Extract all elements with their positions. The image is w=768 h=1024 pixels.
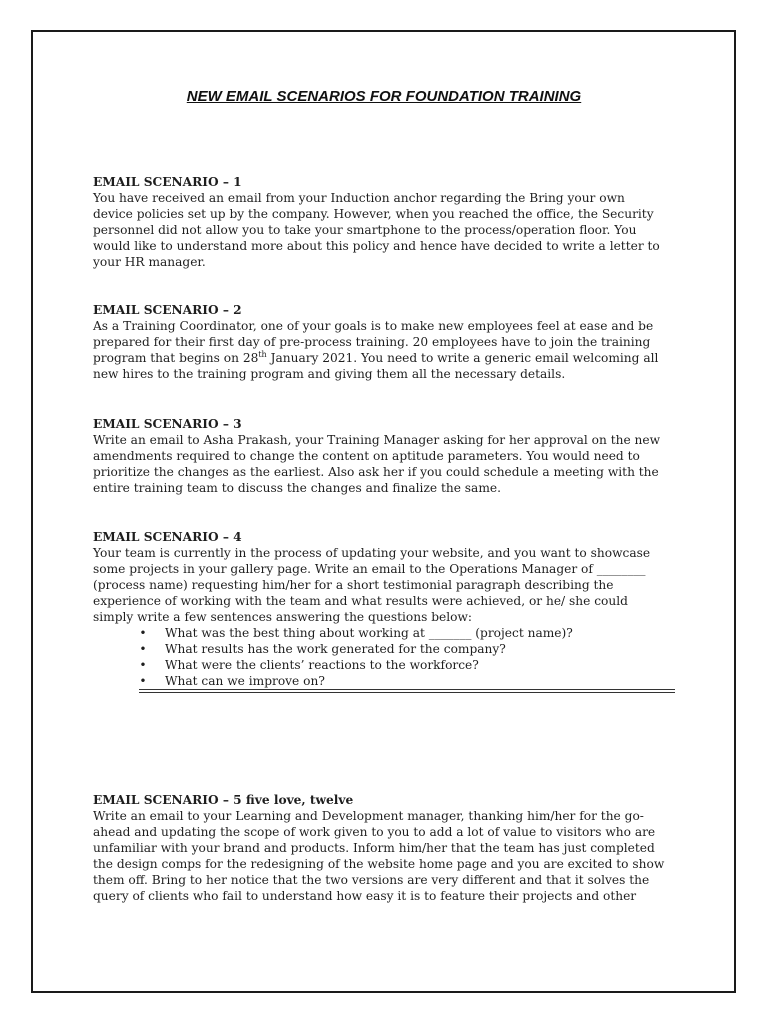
scenario-heading: EMAIL SCENARIO – 1 (93, 175, 242, 189)
scenario-text-line: them off. Bring to her notice that the two versions are very different and that it solves the (93, 873, 650, 887)
scenario-text-line: (process name) requesting him/her for a short testimonial paragraph describing the (93, 578, 614, 592)
scenario-text-line: some projects in your gallery page. Write an email to the Operations Manager of ________ (93, 562, 646, 576)
scenario-text-line: the design comps for the redesigning of the website home page and you are excited to show (93, 857, 665, 871)
list-item (93, 641, 683, 657)
question-text: What was the best thing about working at _______ (project name)? (165, 626, 573, 640)
bullet-icon: • (139, 658, 147, 672)
email-scenario-1 (93, 174, 683, 270)
bullet-icon: • (139, 674, 147, 688)
scenario-text-line: amendments required to change the content on aptitude parameters. You would need to (93, 449, 640, 463)
document-title: NEW EMAIL SCENARIOS FOR FOUNDATION TRAINING (186, 88, 582, 105)
question-text: What were the clients’ reactions to the workforce? (165, 658, 479, 672)
scenario-text-line: Your team is currently in the process of updating your website, and you want to showcase (93, 546, 651, 560)
scenario-heading: EMAIL SCENARIO – 5 five love, twelve (93, 793, 354, 807)
question-list (93, 625, 683, 689)
scenario-text-line: Write an email to Asha Prakash, your Training Manager asking for her approval on the new (93, 433, 661, 447)
scenario-text-line: new hires to the training program and giving them all the necessary details. (93, 367, 566, 381)
scenario-text-line (93, 350, 683, 366)
scenario-text-line: entire training team to discuss the changes and finalize the same. (93, 481, 501, 495)
list-item (93, 657, 683, 673)
question-text: What can we improve on? (165, 674, 325, 688)
email-scenario-5 (93, 792, 683, 904)
list-item (93, 625, 683, 641)
scenario-text-line: your HR manager. (93, 255, 206, 269)
scenario-heading: EMAIL SCENARIO – 2 (93, 303, 242, 317)
scenario-text-line: As a Training Coordinator, one of your goals is to make new employees feel at ease and be (93, 319, 654, 333)
scenario-text-line: would like to understand more about this policy and hence have decided to write a letter to (93, 239, 660, 253)
scenario-text-line: prepared for their first day of pre-process training. 20 employees have to join the training (93, 335, 651, 349)
scenario-text-line: experience of working with the team and what results were achieved, or he/ she could (93, 594, 628, 608)
bullet-icon: • (139, 642, 147, 656)
scenario-text-line: personnel did not allow you to take your smartphone to the process/operation floor. You (93, 223, 637, 237)
scenario-heading: EMAIL SCENARIO – 4 (93, 530, 242, 544)
text-fragment: program that begins on 28 (93, 351, 259, 365)
scenario-text-line: device policies set up by the company. However, when you reached the office, the Security (93, 207, 654, 221)
scenario-text-line: prioritize the changes as the earliest. Also ask her if you could schedule a meeting with the (93, 465, 659, 479)
scenario-text-line: You have received an email from your Induction anchor regarding the Bring your own (93, 191, 625, 205)
question-text: What results has the work generated for the company? (165, 642, 506, 656)
list-item (93, 673, 683, 689)
email-scenario-3 (93, 416, 683, 496)
scenario-text-line: unfamiliar with your brand and products. Inform him/her that the team has just completed (93, 841, 655, 855)
email-scenario-4 (93, 529, 683, 689)
scenario-text-line: ahead and updating the scope of work given to you to add a lot of value to visitors who are (93, 825, 656, 839)
bullet-icon: • (139, 626, 147, 640)
double-divider (139, 689, 675, 693)
scenario-heading: EMAIL SCENARIO – 3 (93, 417, 242, 431)
scenario-text-line: simply write a few sentences answering the questions below: (93, 610, 473, 624)
scenario-text-line: query of clients who fail to understand how easy it is to feature their projects and other (93, 889, 637, 903)
ordinal-suffix: th (258, 349, 267, 359)
email-scenario-2 (93, 302, 683, 382)
scenario-text-line: Write an email to your Learning and Development manager, thanking him/her for the go- (93, 809, 644, 823)
text-fragment: January 2021. You need to write a generic email welcoming all (266, 351, 659, 365)
